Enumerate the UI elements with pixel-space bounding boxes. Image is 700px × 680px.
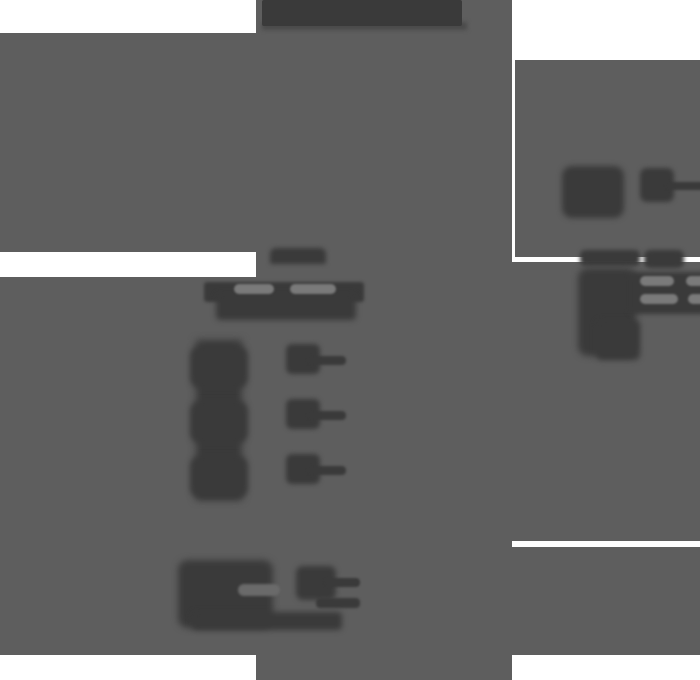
sidebar-panel-bottom [512,547,700,655]
footer-line-2 [316,598,360,608]
sidebar-row-2-col-1 [640,294,678,304]
list-item-label [308,356,346,365]
sidebar-row-2-col-2 [688,294,700,304]
sidebar-panel-top [515,60,700,257]
footer-highlight [238,584,280,596]
sidebar-item-label [666,182,700,190]
center-column-footer [256,655,512,680]
bullet-icon [190,401,248,443]
content-list [186,340,361,500]
sidebar-group-header [580,250,640,266]
footer-text-block [178,556,363,636]
panel-notch [270,248,326,264]
page-title [262,0,263,1]
sidebar-row-1-col-2 [686,276,700,286]
bullet-icon [190,346,248,388]
footer-line-3 [192,612,342,630]
list-item[interactable] [186,340,361,392]
list-item[interactable] [186,395,361,447]
sidebar-item-group[interactable] [578,250,700,360]
footer-line-1 [324,578,360,587]
list-item-label [308,411,346,420]
sidebar-glyph-mass [562,166,624,218]
section-heading-backdrop-2 [216,294,356,320]
sidebar-group-marker [644,250,684,268]
sidebar-group-tail [596,320,640,360]
section-heading-word-1 [234,284,274,294]
sidebar-item-top[interactable] [562,160,700,222]
bullet-icon [190,456,248,498]
sidebar-row-1-col-1 [640,276,674,286]
section-heading [196,280,366,330]
section-heading-word-2 [290,284,336,294]
header-bar [262,0,462,26]
list-item-label [308,466,346,475]
list-item[interactable] [186,450,361,502]
sidebar-divider [512,541,700,547]
